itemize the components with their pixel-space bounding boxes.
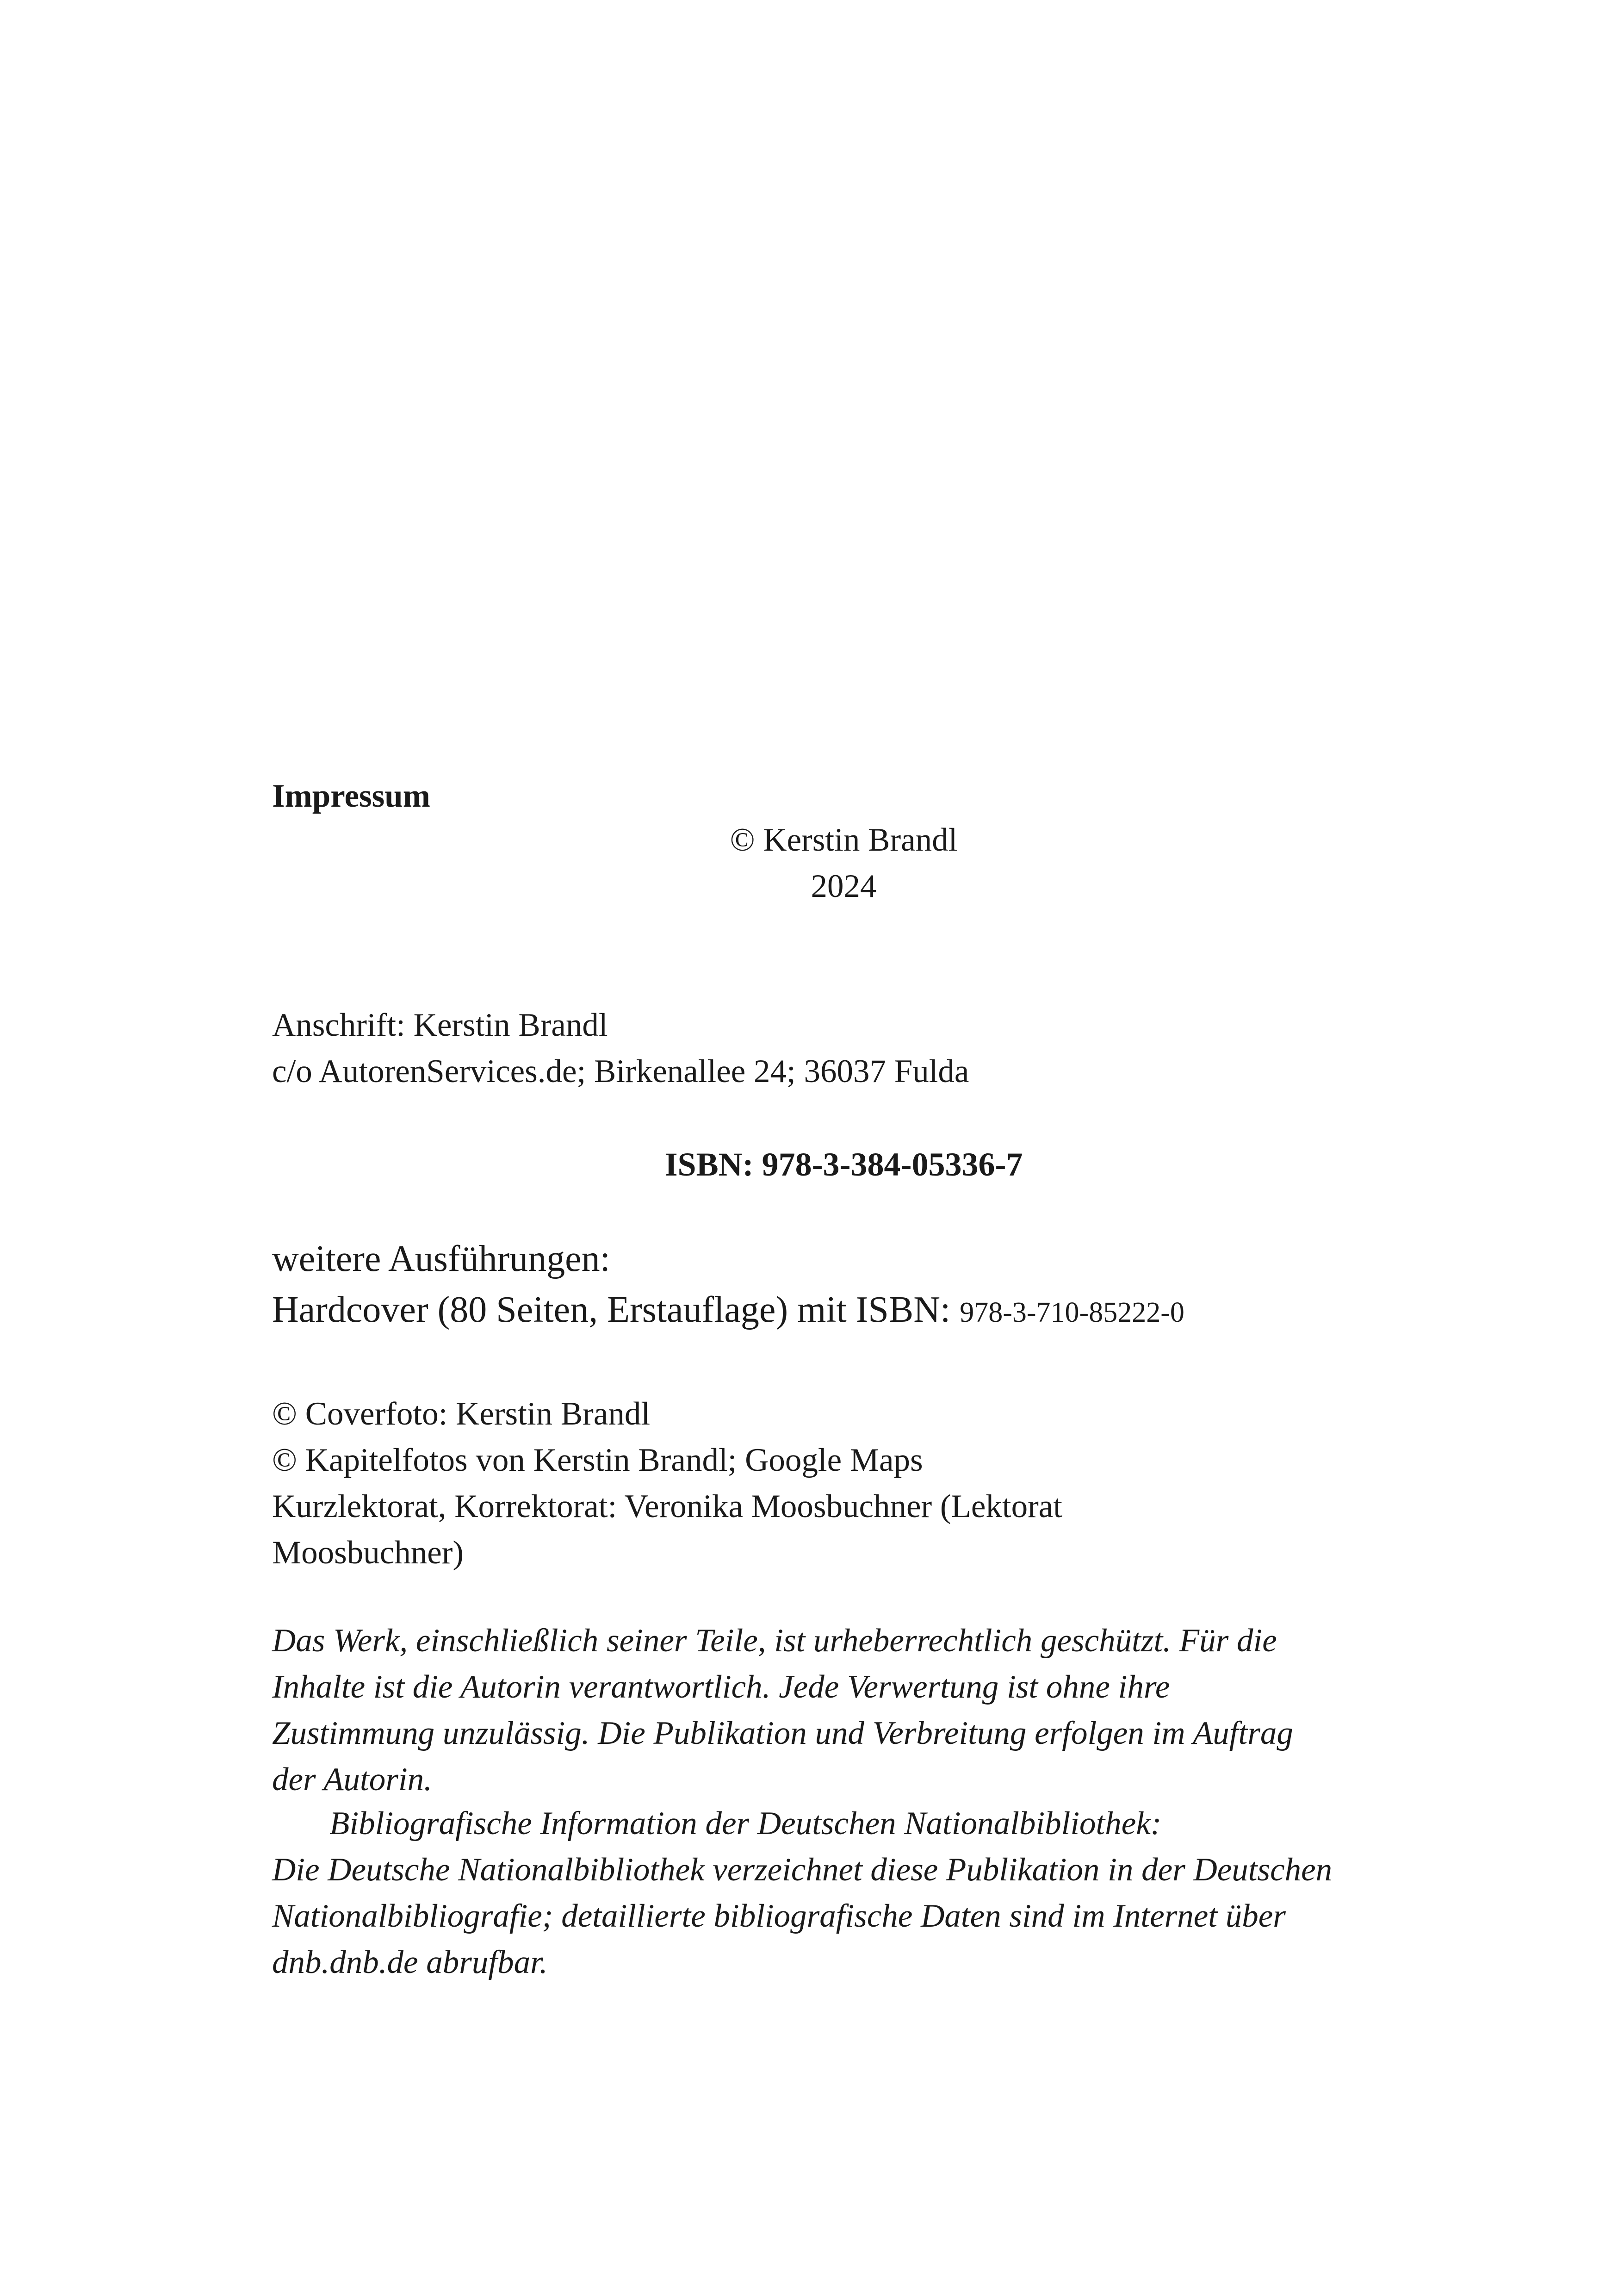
legal-line-2: Inhalte ist die Autorin verantwortlich. Jede Verwertung ist ohne ihre (272, 1669, 1170, 1705)
editions-label: weitere Ausführungen: (272, 1238, 610, 1279)
hardcover-edition (272, 1291, 1184, 1328)
credit-cover-photo: © Coverfoto: Kerstin Brandl (272, 1396, 651, 1432)
legal-line-3: Zustimmung unzulässig. Die Publikation und Verbreitung erfolgen im Auftrag (272, 1715, 1293, 1751)
address-line-2: c/o AutorenServices.de; Birkenallee 24; 36037 Fulda (272, 1053, 969, 1089)
copyright-year: 2024 (811, 868, 877, 904)
isbn: ISBN: 978-3-384-05336-7 (664, 1146, 1023, 1183)
bibliographic-heading: Bibliografische Information der Deutschen Nationalbibliothek: (329, 1805, 1162, 1842)
bibliographic-line-2: Nationalbibliografie; detaillierte bibliografische Daten sind im Internet über (272, 1898, 1286, 1934)
legal-line-1: Das Werk, einschließlich seiner Teile, ist urheberrechtlich geschützt. Für die (272, 1623, 1277, 1659)
hardcover-text: Hardcover (80 Seiten, Erstauflage) mit ISBN: (272, 1289, 951, 1330)
credit-editing: Kurzlektorat, Korrektorat: Veronika Moosbuchner (Lektorat (272, 1488, 1063, 1524)
bibliographic-line-3: dnb.dnb.de abrufbar. (272, 1944, 548, 1980)
copyright-owner: © Kerstin Brandl (730, 822, 958, 858)
credit-editing-cont: Moosbuchner) (272, 1535, 464, 1571)
page-heading: Impressum (272, 778, 430, 814)
legal-line-4: der Autorin. (272, 1761, 432, 1798)
hardcover-isbn: 978-3-710-85222-0 (960, 1297, 1184, 1328)
credit-chapter-photos: © Kapitelfotos von Kerstin Brandl; Google Maps (272, 1442, 923, 1478)
address-line-1: Anschrift: Kerstin Brandl (272, 1007, 608, 1043)
bibliographic-line-1: Die Deutsche Nationalbibliothek verzeichnet diese Publikation in der Deutschen (272, 1852, 1333, 1888)
